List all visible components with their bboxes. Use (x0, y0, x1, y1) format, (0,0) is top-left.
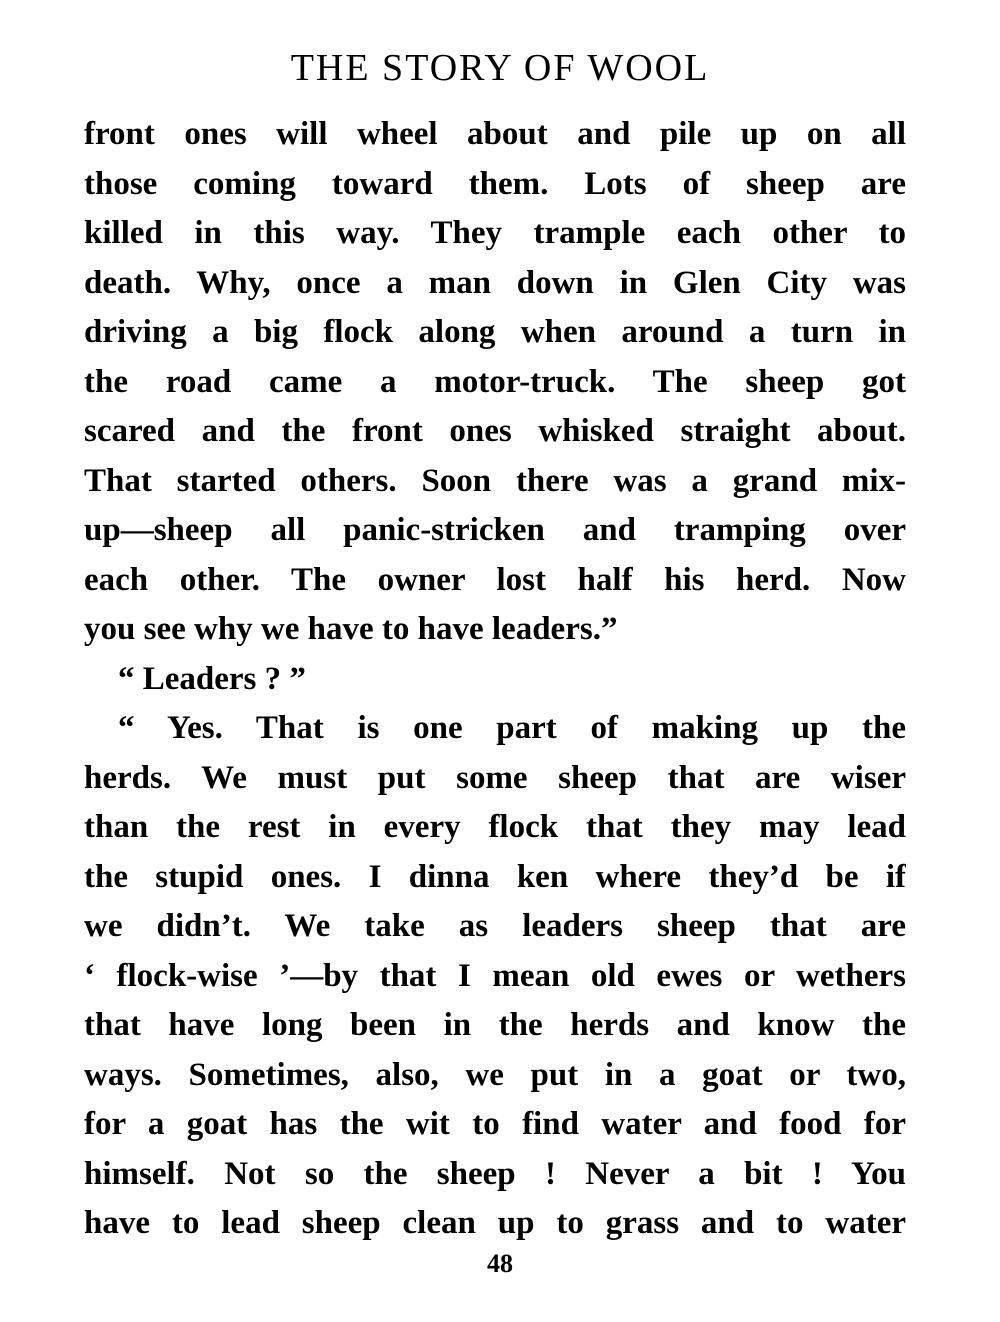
text-line: we didn’t. We take as leaders sheep that are (84, 908, 906, 944)
page-number: 48 (487, 1249, 513, 1278)
text-line: “ Leaders ? ” (118, 660, 306, 697)
text-line: killed in this way. They trample each other to (84, 215, 906, 251)
text-line: those coming toward them. Lots of sheep are (84, 165, 906, 202)
text-line: the road came a motor-truck. The sheep got (84, 363, 906, 400)
running-head: THE STORY OF WOOL (290, 47, 710, 89)
text-line: ways. Sometimes, also, we put in a goat or two, (84, 1056, 906, 1093)
text-line: driving a big flock along when around a turn in (84, 314, 906, 350)
body-text (84, 110, 906, 1249)
text-line: “ Yes. That is one part of making up the (118, 710, 906, 746)
text-line: up—sheep all panic-stricken and tramping over (84, 512, 906, 548)
text-line: ‘ flock-wise ’—by that I mean old ewes or wethers (84, 957, 906, 994)
text-line: the stupid ones. I dinna ken where they’d be if (84, 858, 906, 895)
text-line: you see why we have to have leaders.” (84, 611, 618, 647)
text-line: for a goat has the wit to find water and food for (84, 1106, 906, 1142)
text-line: death. Why, once a man down in Glen City was (84, 264, 906, 301)
text-line: have to lead sheep clean up to grass and to water (84, 1205, 906, 1241)
text-line: That started others. Soon there was a grand mix- (84, 462, 906, 499)
text-line: himself. Not so the sheep ! Never a bit ! You (84, 1155, 906, 1192)
text-line: scared and the front ones whisked straight about. (84, 413, 906, 449)
text-line: than the rest in every flock that they may lead (84, 809, 906, 845)
text-line: herds. We must put some sheep that are wiser (84, 759, 906, 796)
text-line: each other. The owner lost half his herd. Now (84, 561, 906, 598)
text-line: front ones will wheel about and pile up on all (84, 116, 906, 152)
text-line: that have long been in the herds and know the (84, 1007, 906, 1043)
